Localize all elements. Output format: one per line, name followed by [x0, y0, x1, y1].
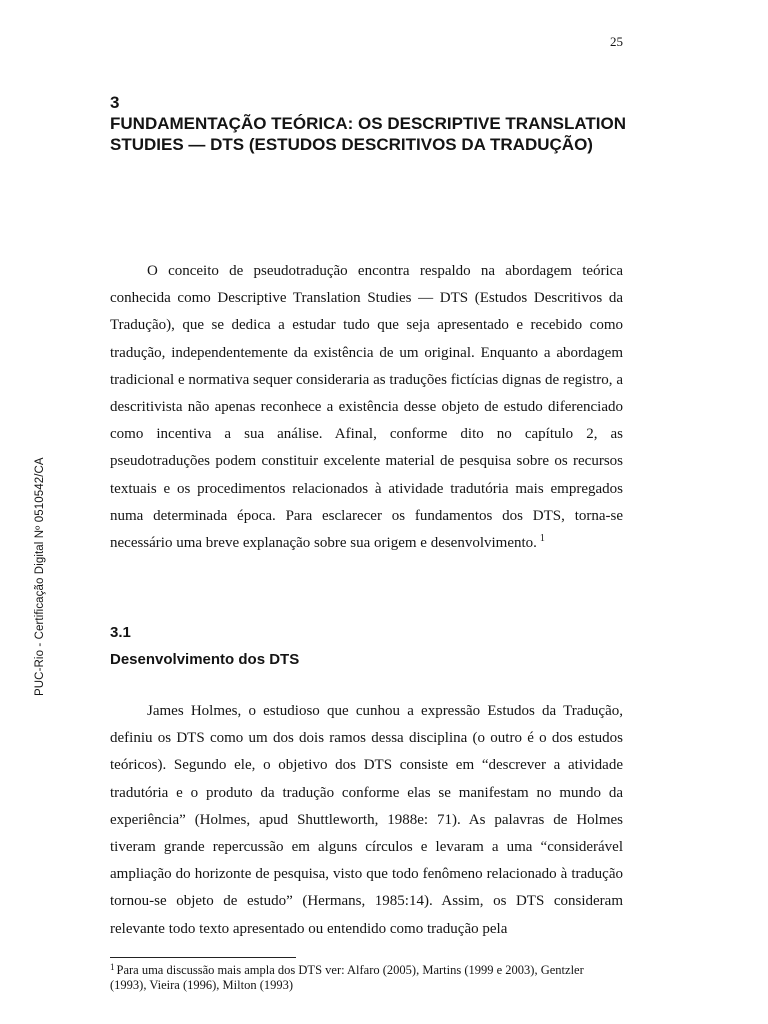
- chapter-number: 3: [110, 93, 120, 112]
- intro-paragraph-text: O conceito de pseudotradução encontra respaldo na abordagem teórica conhecida como Descriptive Translation Studies — DTS (Estudos Descritivos da Tradução), que se dedica a estudar tudo que seja apresentado e recebido como tradução, independentemente da existência de um original. Enquanto a abordagem tradicional e normativa sequer consideraria as traduções fictícias dignas de registro, a descritivista não apenas reconhece a existência desse objeto de estudo diferenciado como incentiva a sua análise. Afinal, conforme dito no capítulo 2, as pseudotraduções podem constituir excelente material de pesquisa sobre os recursos textuais e os procedimentos relacionados à atividade tradutória mais empregados numa determinada época. Para esclarecer os fundamentos dos DTS, torna-se necessário uma breve explanação sobre sua origem e desenvolvimento.: [110, 263, 623, 552]
- section-title: Desenvolvimento dos DTS: [110, 651, 300, 668]
- page-number: 25: [610, 34, 623, 49]
- footnote-text: Para uma discussão mais ampla dos DTS ver: Alfaro (2005), Martins (1999 e 2003), Gentzler (1993), Vieira (1996), Milton (1993): [110, 963, 584, 992]
- chapter-heading: [110, 92, 630, 155]
- certification-side-note: PUC-Rio - Certificação Digital Nº 0510542/CA: [34, 457, 46, 696]
- intro-paragraph: [110, 258, 623, 557]
- footnote-divider: [110, 957, 296, 958]
- section-number: 3.1: [110, 624, 131, 641]
- chapter-title: FUNDAMENTAÇÃO TEÓRICA: OS DESCRIPTIVE TRANSLATION STUDIES — DTS (ESTUDOS DESCRITIVOS DA TRADUÇÃO): [110, 114, 626, 154]
- footnote: [110, 963, 623, 993]
- footnote-marker: 1: [110, 962, 115, 972]
- section-paragraph: James Holmes, o estudioso que cunhou a expressão Estudos da Tradução, definiu os DTS como um dos dois ramos dessa disciplina (o outro é o dos estudos teóricos). Segundo ele, o objetivo dos DTS consiste em “descrever a atividade tradutória e o produto da tradução conforme elas se manifestam no mundo da experiência” (Holmes, apud Shuttleworth, 1988e: 71). As palavras de Holmes tiveram grande repercussão em alguns círculos e levaram a uma “considerável ampliação do horizonte de pesquisa, visto que todo fenômeno relacionado à tradução tornou-se objeto de estudo” (Hermans, 1985:14). Assim, os DTS consideram relevante todo texto apresentado ou entendido como tradução pela: [110, 703, 623, 937]
- footnote-reference[interactable]: 1: [539, 533, 545, 545]
